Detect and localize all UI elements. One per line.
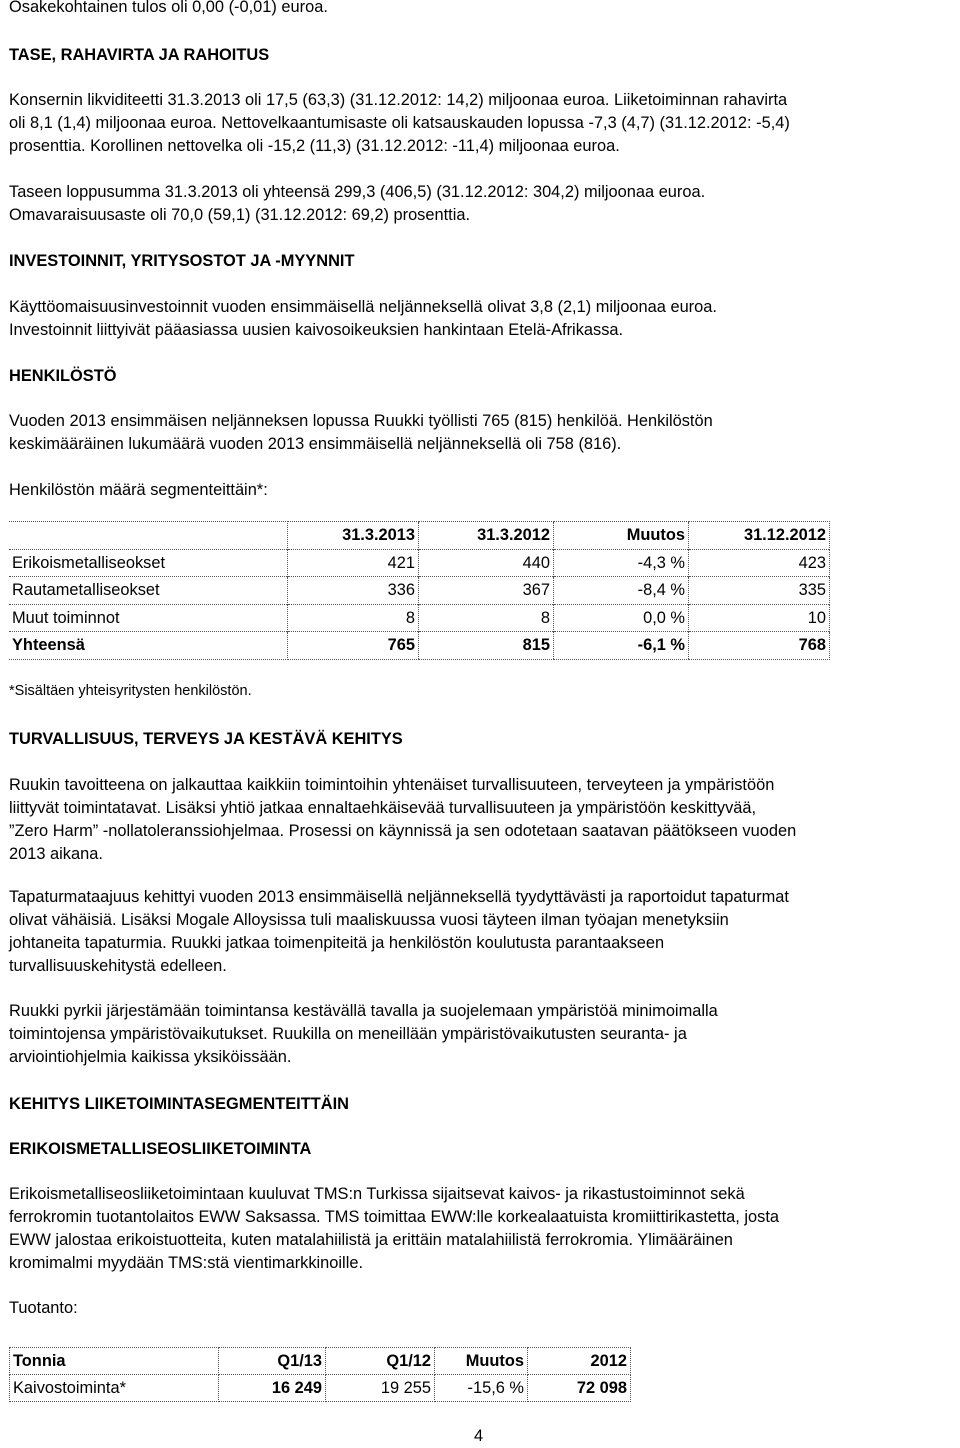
heading-kehitys: KEHITYS LIIKETOIMINTASEGMENTEITTÄIN bbox=[9, 1095, 349, 1113]
text-line: keskimääräinen lukumäärä vuoden 2013 ensimmäisellä neljänneksellä oli 758 (816). bbox=[9, 435, 622, 453]
safety-paragraph-1 bbox=[9, 774, 954, 866]
table-total-row bbox=[9, 632, 830, 660]
tase-paragraph-1 bbox=[9, 89, 954, 158]
invest-paragraph bbox=[9, 296, 954, 342]
cell: -4,3 % bbox=[554, 549, 689, 577]
table-row bbox=[9, 604, 830, 632]
safety-paragraph-2 bbox=[9, 886, 954, 978]
text-line: Taseen loppusumma 31.3.2013 oli yhteensä 299,3 (406,5) (31.12.2012: 304,2) miljoonaa euroa. bbox=[9, 183, 706, 201]
cell: 335 bbox=[689, 577, 830, 605]
row-label: Kaivostoiminta* bbox=[10, 1375, 219, 1402]
text-line: arviointiohjelmia kaikissa yksiköissään. bbox=[9, 1048, 292, 1066]
dev-paragraph bbox=[9, 1183, 954, 1275]
text-line: Erikoismetalliseosliiketoimintaan kuuluvat TMS:n Turkissa sijaitsevat kaivos- ja rikastustoiminnot sekä bbox=[9, 1185, 745, 1203]
text-line: Investoinnit liittyivät pääasiassa uusien kaivosoikeuksien hankintaan Etelä-Afrikassa. bbox=[9, 321, 624, 339]
header-cell: 2012 bbox=[528, 1348, 631, 1375]
page-number: 4 bbox=[474, 1427, 484, 1445]
text-line: Vuoden 2013 ensimmäisen neljänneksen lopussa Ruukki työllisti 765 (815) henkilöä. Henkilöstön bbox=[9, 412, 713, 430]
header-cell: 31.12.2012 bbox=[689, 522, 830, 550]
text-line: prosenttia. Korollinen nettovelka oli -15,2 (11,3) (31.12.2012: -11,4) miljoonaa euroa. bbox=[9, 137, 620, 155]
cell: 19 255 bbox=[326, 1375, 435, 1402]
cell: 421 bbox=[288, 549, 419, 577]
cell: 367 bbox=[419, 577, 554, 605]
table-header-row bbox=[9, 522, 830, 550]
text-line: olivat vähäisiä. Lisäksi Mogale Alloysissa tuli maaliskuussa vuosi täyteen ilman työajan menetyksiin bbox=[9, 911, 729, 929]
cell: -15,6 % bbox=[435, 1375, 528, 1402]
staff-paragraph bbox=[9, 410, 954, 456]
header-cell: Q1/13 bbox=[219, 1348, 326, 1375]
header-cell: Muutos bbox=[554, 522, 689, 550]
heading-henkilosto: HENKILÖSTÖ bbox=[9, 367, 117, 385]
text-line: EWW jalostaa erikoistuotteita, kuten matalahiilistä ja erittäin matalahiilistä ferrokromia. Ylimääräinen bbox=[9, 1231, 733, 1249]
text-line: Konsernin likviditeetti 31.3.2013 oli 17,5 (63,3) (31.12.2012: 14,2) miljoonaa euroa. Liiketoiminnan rahavirta bbox=[9, 91, 788, 109]
text-line: johtaneita tapaturmia. Ruukki jatkaa toimenpiteitä ja henkilöstön koulutusta parantaakseen bbox=[9, 934, 665, 952]
row-label: Erikoismetalliseokset bbox=[9, 549, 288, 577]
table-row bbox=[9, 549, 830, 577]
header-cell: Q1/12 bbox=[326, 1348, 435, 1375]
text-line: Ruukki pyrkii järjestämään toimintansa kestävällä tavalla ja suojelemaan ympäristöä minimoimalla bbox=[9, 1002, 718, 1020]
cell: -8,4 % bbox=[554, 577, 689, 605]
cell: -6,1 % bbox=[554, 632, 689, 660]
cell: 16 249 bbox=[219, 1375, 326, 1402]
cell: 0,0 % bbox=[554, 604, 689, 632]
cell: 765 bbox=[288, 632, 419, 660]
staff-segment-table bbox=[9, 521, 830, 660]
tase-paragraph-2 bbox=[9, 181, 954, 227]
header-cell: 31.3.2012 bbox=[419, 522, 554, 550]
text-line: 2013 aikana. bbox=[9, 845, 103, 863]
table-header-row bbox=[10, 1348, 631, 1375]
cell: 72 098 bbox=[528, 1375, 631, 1402]
text-line: turvallisuuskehitystä edelleen. bbox=[9, 957, 227, 975]
text-line: Omavaraisuusaste oli 70,0 (59,1) (31.12.2012: 69,2) prosenttia. bbox=[9, 206, 471, 224]
cell: 336 bbox=[288, 577, 419, 605]
heading-tase: TASE, RAHAVIRTA JA RAHOITUS bbox=[9, 46, 270, 64]
text-line: Ruukin tavoitteena on jalkauttaa kaikkiin toimintoihin yhtenäiset turvallisuuteen, terveyteen ja ympäristöön bbox=[9, 776, 775, 794]
cell: 423 bbox=[689, 549, 830, 577]
cell: 815 bbox=[419, 632, 554, 660]
safety-paragraph-3 bbox=[9, 1000, 954, 1069]
text-line: toimintojensa ympäristövaikutukset. Ruukilla on meneillään ympäristövaikutusten seuranta- ja bbox=[9, 1025, 687, 1043]
cell: 440 bbox=[419, 549, 554, 577]
row-label: Muut toiminnot bbox=[9, 604, 288, 632]
header-cell: Muutos bbox=[435, 1348, 528, 1375]
cell: 768 bbox=[689, 632, 830, 660]
text-line: oli 8,1 (1,4) miljoonaa euroa. Nettovelkaantumisaste oli katsauskauden lopussa -7,3 (4,7) (31.12.2012: -5,4) bbox=[9, 114, 790, 132]
heading-erikoismetalli: ERIKOISMETALLISEOSLIIKETOIMINTA bbox=[9, 1140, 312, 1158]
heading-turvallisuus: TURVALLISUUS, TERVEYS JA KESTÄVÄ KEHITYS bbox=[9, 730, 403, 748]
header-cell bbox=[9, 522, 288, 550]
row-label: Yhteensä bbox=[9, 632, 288, 660]
header-cell: Tonnia bbox=[10, 1348, 219, 1375]
cell: 8 bbox=[288, 604, 419, 632]
production-title: Tuotanto: bbox=[9, 1299, 78, 1317]
text-line: ”Zero Harm” -nollatoleranssiohjelmaa. Prosessi on käynnissä ja sen odotetaan saatavan päätökseen vuoden bbox=[9, 822, 797, 840]
text-line: kromimalmi myydään TMS:stä vientimarkkinoille. bbox=[9, 1254, 364, 1272]
cell: 10 bbox=[689, 604, 830, 632]
table-footnote: *Sisältäen yhteisyritysten henkilöstön. bbox=[9, 683, 252, 699]
table-row bbox=[10, 1375, 631, 1402]
text-line: ferrokromin tuotantolaitos EWW Saksassa. TMS toimittaa EWW:lle korkealaatuista kromiittirikastetta, josta bbox=[9, 1208, 780, 1226]
table-row bbox=[9, 577, 830, 605]
production-table bbox=[9, 1347, 631, 1402]
text-line: liittyvät toimintatavat. Lisäksi yhtiö jatkaa ennaltaehkäisevää turvallisuuteen ja ympäristöön keskittyvää, bbox=[9, 799, 757, 817]
header-cell: 31.3.2013 bbox=[288, 522, 419, 550]
heading-investoinnit: INVESTOINNIT, YRITYSOSTOT JA -MYYNNIT bbox=[9, 252, 355, 270]
intro-text: Osakekohtainen tulos oli 0,00 (-0,01) euroa. bbox=[9, 0, 328, 16]
text-line: Tapaturmataajuus kehittyi vuoden 2013 ensimmäisellä neljänneksellä tyydyttävästi ja raportoidut tapaturmat bbox=[9, 888, 789, 906]
row-label: Rautametalliseokset bbox=[9, 577, 288, 605]
text-line: Käyttöomaisuusinvestoinnit vuoden ensimmäisellä neljänneksellä olivat 3,8 (2,1) miljoonaa euroa. bbox=[9, 298, 717, 316]
segment-table-title: Henkilöstön määrä segmenteittäin*: bbox=[9, 481, 268, 499]
cell: 8 bbox=[419, 604, 554, 632]
